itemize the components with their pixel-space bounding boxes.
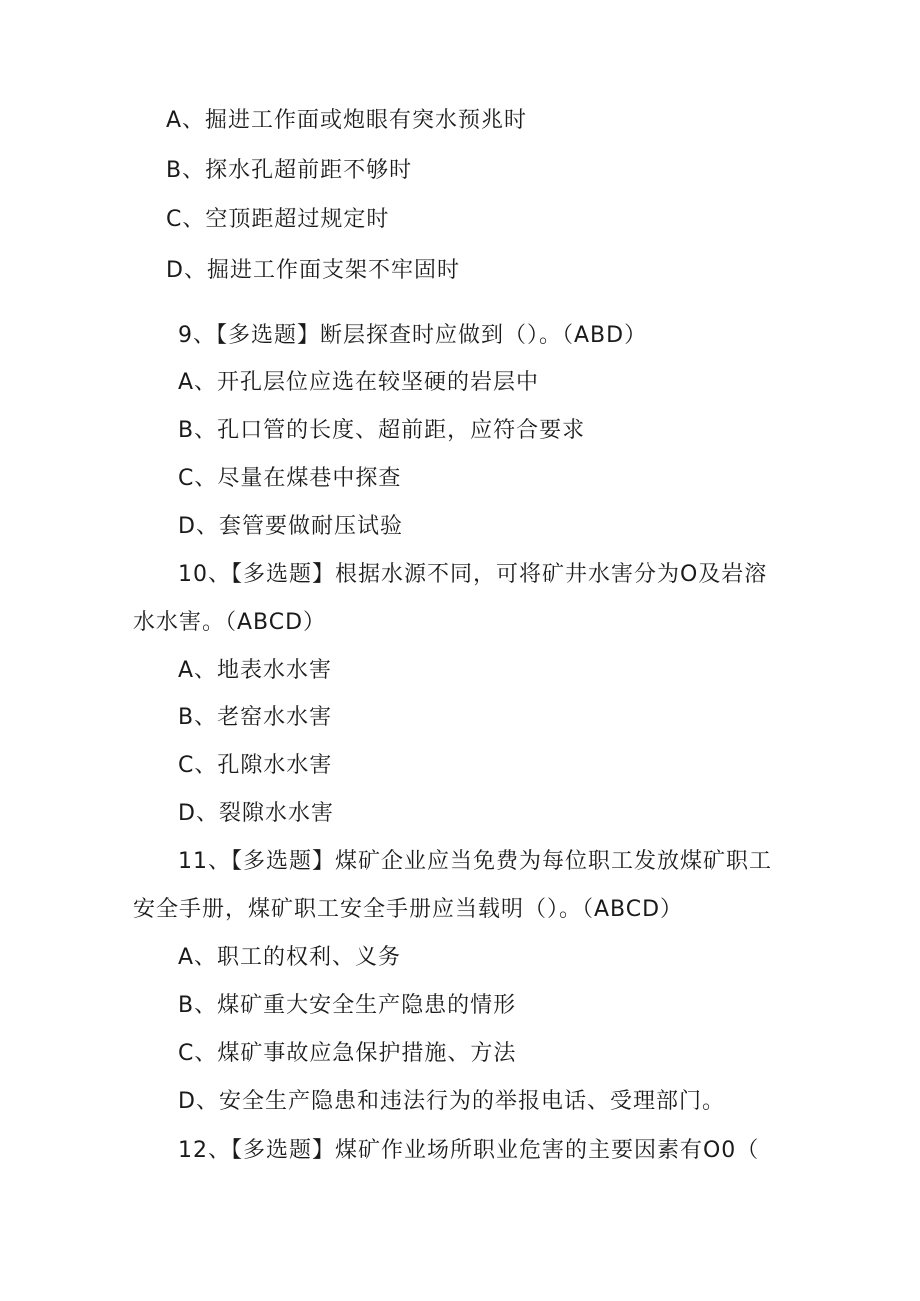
option-b: B、探水孔超前距不够时 (166, 158, 413, 183)
question-11-option-c: C、煤矿事故应急保护措施、方法 (178, 1041, 517, 1066)
question-9-option-a: A、开孔层位应选在较坚硬的岩层中 (178, 370, 540, 395)
question-10-option-b: B、老窑水水害 (178, 705, 333, 730)
question-11-option-a: A、职工的权利、义务 (178, 945, 402, 970)
question-10-title-continued: 水水害。（ABCD） (133, 610, 327, 635)
question-12-title: 12、【多选题】煤矿作业场所职业危害的主要因素有O0（ (178, 1138, 760, 1163)
question-10-title: 10、【多选题】根据水源不同，可将矿井水害分为O及岩溶 (178, 562, 768, 587)
question-10-option-d: D、裂隙水水害 (178, 801, 334, 826)
option-c: C、空顶距超过规定时 (166, 207, 390, 232)
question-11-option-d: D、安全生产隐患和违法行为的举报电话、受理部门。 (178, 1089, 725, 1114)
question-9-title: 9、【多选题】断层探查时应做到（）。（ABD） (178, 323, 648, 348)
option-a: A、掘进工作面或炮眼有突水预兆时 (166, 108, 528, 133)
question-9-option-c: C、尽量在煤巷中探查 (178, 466, 402, 491)
question-9-option-b: B、孔口管的长度、超前距，应符合要求 (178, 418, 586, 443)
question-11-title: 11、【多选题】煤矿企业应当免费为每位职工发放煤矿职工 (178, 849, 772, 874)
option-d: D、掘进工作面支架不牢固时 (166, 258, 460, 283)
question-10-option-a: A、地表水水害 (178, 658, 333, 683)
question-11-option-b: B、煤矿重大安全生产隐患的情形 (178, 993, 517, 1018)
question-9-option-d: D、套管要做耐压试验 (178, 514, 403, 539)
question-10-option-c: C、孔隙水水害 (178, 753, 333, 778)
question-11-title-continued: 安全手册，煤矿职工安全手册应当载明（）。（ABCD） (133, 897, 684, 922)
